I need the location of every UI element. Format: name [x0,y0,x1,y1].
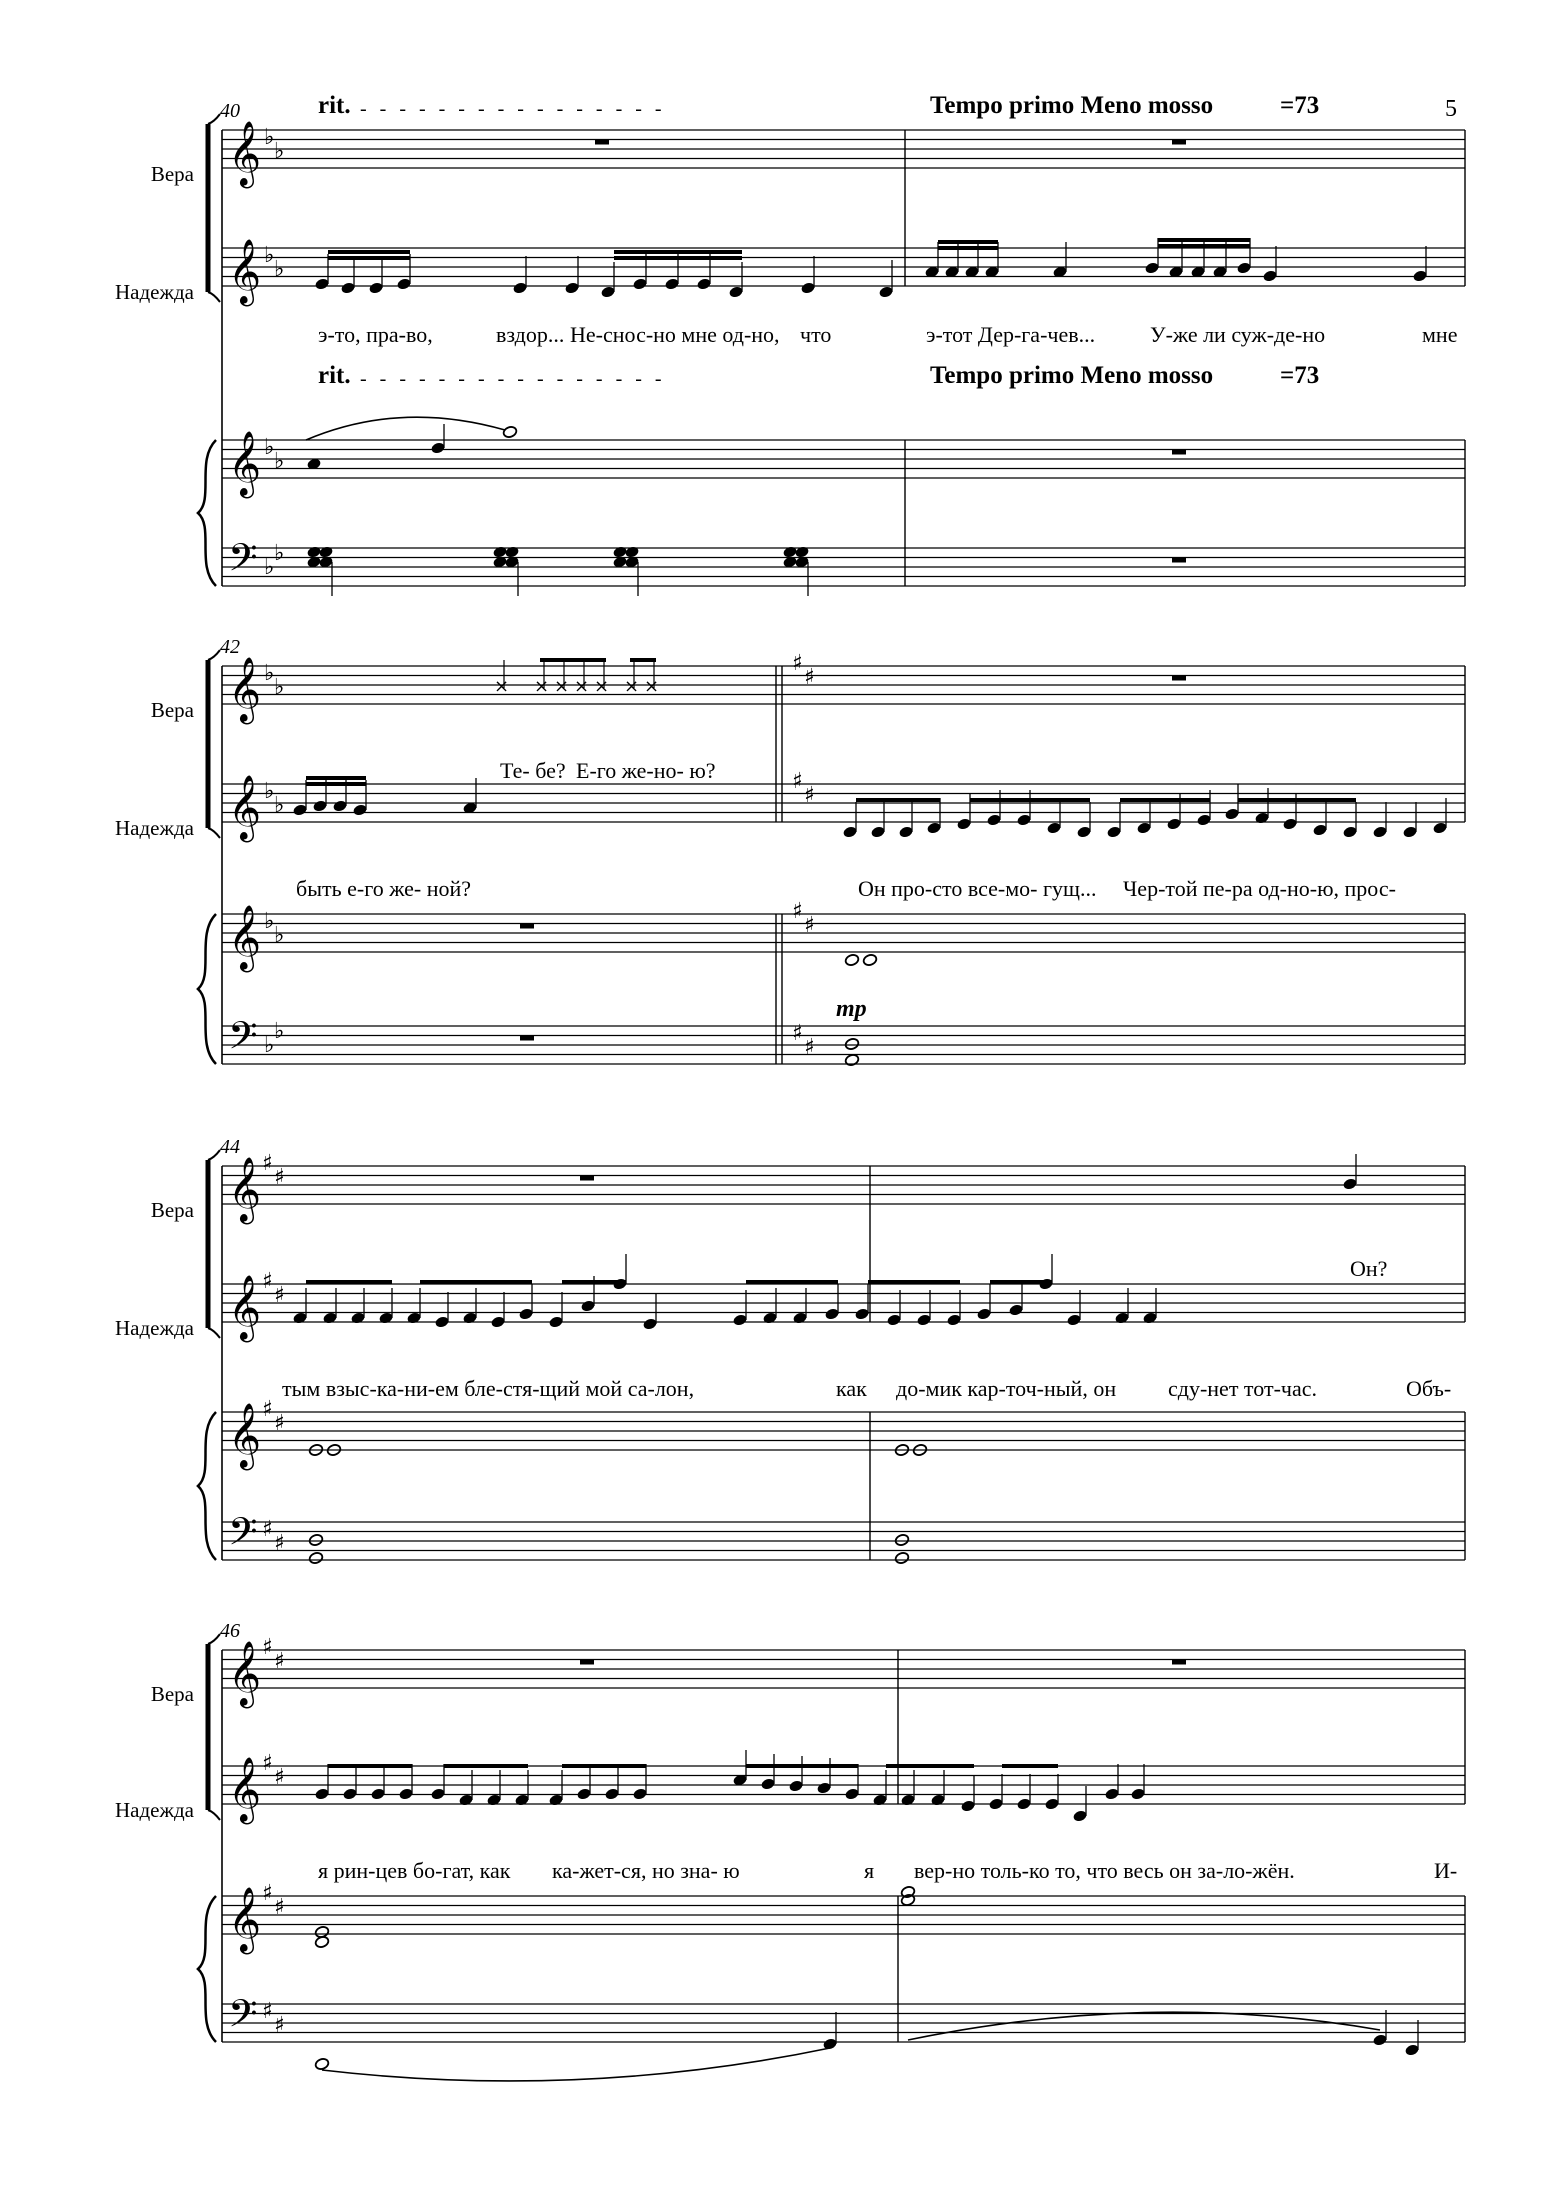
treble-clef: 𝄞 [228,1641,262,1706]
beam [306,782,366,786]
sharp-accidental: ♯ [274,1895,285,1920]
flat-accidental: ♭ [264,661,275,686]
notation [228,121,1448,2081]
half-note-head [308,1533,323,1546]
bracket [208,114,220,124]
beam [938,240,998,244]
beam [306,1280,392,1284]
instrument-label-nadezhda: Надежда [114,1316,194,1340]
lyric: вздор... [496,322,565,347]
half-note-head [314,1935,329,1948]
lyric: я [864,1858,875,1883]
sharp-accidental: ♯ [262,1881,273,1906]
rit-marking: rit. [318,92,351,119]
note-head [624,545,639,558]
sharp-accidental: ♯ [262,1151,273,1176]
beam [420,1280,532,1284]
brace [198,1896,216,2042]
tie [322,2048,830,2081]
measure-number-40: 40 [220,100,240,122]
lyric: тым взыс-ка-ни-ем бле-стя-щий мой са-лон, [282,1376,695,1401]
beam [614,250,742,254]
beam [630,658,656,662]
beam [328,250,410,254]
note-head [492,545,507,558]
note-head [794,545,809,558]
lyric: Те- бе? [500,758,566,783]
half-note-head [844,1053,859,1066]
whole-rest [1172,1660,1186,1665]
x-note-head: × [554,676,570,697]
whole-rest [595,140,609,145]
note-head [612,545,627,558]
rit-dashes: - - - - - - - - - - - - - - - - [360,98,666,120]
brace [198,914,216,1064]
lyric: Он? [1350,1256,1388,1281]
lyric: э-то, пра-во, [318,322,433,347]
treble-clef: 𝄞 [228,1275,262,1340]
treble-clef: 𝄞 [228,121,262,186]
staff-lines [198,114,1465,2042]
instrument-label-nadezhda: Надежда [114,816,194,840]
measure-number-44: 44 [220,1136,240,1158]
rit-dashes-piano: - - - - - - - - - - - - - - - - [360,368,666,390]
sharp-accidental: ♯ [262,1397,273,1422]
sharp-accidental: ♯ [274,1531,285,1556]
instrument-label-vera: Вера [150,1682,194,1706]
lyric: Он про-сто все-мо- гущ... [858,876,1097,901]
note-head [306,545,321,558]
flat-accidental: ♭ [264,125,275,150]
whole-rest [1172,676,1186,681]
sharp-accidental: ♯ [804,665,815,690]
lyric: И- [1434,1858,1458,1883]
lyric: я рин-цев бо-гат, как [318,1858,511,1883]
lyric: мне [1422,322,1458,347]
flat-accidental: ♭ [274,139,285,164]
beam [1120,798,1210,802]
flat-accidental: ♭ [274,257,285,282]
sharp-accidental: ♯ [804,783,815,808]
measure-number-46: 46 [220,1620,240,1642]
tempo-value-piano: =73 [1280,362,1320,389]
beam [306,776,366,780]
whole-rest [580,1660,594,1665]
flat-accidental: ♭ [274,675,285,700]
beam [540,658,606,662]
flat-accidental: ♭ [264,243,275,268]
flat-accidental: ♭ [274,793,285,818]
half-note-head [502,425,517,438]
brace [198,1412,216,1560]
instrument-label-nadezhda: Надежда [114,280,194,304]
bracket [208,292,220,302]
lyric: э-тот Дер-га-чев... [926,322,1096,347]
sharp-accidental: ♯ [804,1035,815,1060]
sharp-accidental: ♯ [792,899,803,924]
bracket [208,1150,220,1160]
beam [1158,238,1250,242]
lyric: ка-жет-ся, но зна- ю [552,1858,740,1883]
beam [562,1764,646,1768]
bracket [208,1634,220,1644]
bass-clef: 𝄢 [228,1013,258,1067]
lyric: как [836,1376,867,1401]
treble-clef: 𝄞 [228,1887,262,1952]
half-note-head [308,1551,323,1564]
sharp-accidental: ♯ [274,1765,285,1790]
treble-clef: 𝄞 [228,1157,262,1222]
half-note-head [894,1533,909,1546]
beam [856,798,940,802]
sharp-accidental: ♯ [274,1165,285,1190]
bass-clef: 𝄢 [228,1509,258,1563]
instrument-label-vera: Вера [150,162,194,186]
beam [1002,1764,1058,1768]
half-note-head [862,953,877,966]
note-head [782,545,797,558]
lyric: быть е-го же- ной? [296,876,472,901]
lyric: вер-но толь-ко то, что весь он за-ло-жён. [914,1858,1295,1883]
treble-clef: 𝄞 [228,657,262,722]
beam [444,1764,528,1768]
lyric: У-же ли суж-де-но [1150,322,1326,347]
whole-rest [520,1036,534,1041]
beam [1238,798,1356,802]
x-note-head: × [624,676,640,697]
measure-number-42: 42 [220,636,240,658]
flat-accidental: ♭ [264,909,275,934]
rit-marking-piano: rit. [318,362,351,389]
slur [306,417,505,440]
x-note-head: × [574,676,590,697]
instrument-label-vera: Вера [150,1198,194,1222]
bracket [208,650,220,660]
tempo-marking: Tempo primo Meno mosso [930,92,1214,119]
beam [562,1280,626,1284]
lyric: Объ- [1406,1376,1452,1401]
tempo-value: =73 [1280,92,1320,119]
flat-accidental: ♭ [274,1019,285,1044]
beam [886,1764,974,1768]
x-note-head: × [494,676,510,697]
treble-clef: 𝄞 [228,239,262,304]
tempo-marking-piano: Tempo primo Meno mosso [930,362,1214,389]
half-note-head [894,1551,909,1564]
flat-accidental: ♭ [274,923,285,948]
sharp-accidental: ♯ [792,651,803,676]
page-number: 5 [1445,96,1457,122]
sharp-accidental: ♯ [262,1269,273,1294]
treble-clef: 𝄞 [228,431,262,496]
sharp-accidental: ♯ [274,1649,285,1674]
lyric: Е-го же-но- ю? [576,758,716,783]
flat-accidental: ♭ [274,449,285,474]
flat-accidental: ♭ [264,779,275,804]
half-note-head [844,1037,859,1050]
beam [328,1764,412,1768]
half-note-head [314,2057,329,2070]
bass-clef: 𝄢 [228,1991,258,2045]
sharp-accidental: ♯ [262,1751,273,1776]
sharp-accidental: ♯ [792,769,803,794]
instrument-label-nadezhda: Надежда [114,1798,194,1822]
sharp-accidental: ♯ [274,2013,285,2038]
bass-clef: 𝄢 [228,535,258,589]
whole-rest [1172,450,1186,455]
beam [868,1280,960,1284]
beam [970,798,1090,802]
instrument-label-vera: Вера [150,698,194,722]
whole-rest [1172,558,1186,563]
sharp-accidental: ♯ [262,1517,273,1542]
sharp-accidental: ♯ [262,1635,273,1660]
treble-clef: 𝄞 [228,1757,262,1822]
lyric: сду-нет тот-час. [1168,1376,1318,1401]
lyric: Не-снос-но мне од-но, [570,322,780,347]
sharp-accidental: ♯ [274,1283,285,1308]
whole-rest [580,1176,594,1181]
half-note-head [844,953,859,966]
whole-rest [1172,140,1186,145]
bracket [208,1328,220,1338]
bracket [208,828,220,838]
lyric: Чер-той пе-ра од-но-ю, прос- [1123,876,1396,901]
tie [908,2012,1380,2040]
lyric: что [800,322,832,347]
beam [746,1280,838,1284]
sharp-accidental: ♯ [274,1411,285,1436]
sharp-accidental: ♯ [804,913,815,938]
beam [614,256,742,260]
sharp-accidental: ♯ [262,1999,273,2024]
flat-accidental: ♭ [264,435,275,460]
whole-rest [520,924,534,929]
brace [198,440,216,586]
note-head [504,545,519,558]
beam [1158,244,1250,248]
treble-clef: 𝄞 [228,1403,262,1468]
flat-accidental: ♭ [264,1033,275,1058]
beam [328,256,410,260]
x-note-head: × [534,676,550,697]
x-note-head: × [644,676,660,697]
flat-accidental: ♭ [264,555,275,580]
treble-clef: 𝄞 [228,775,262,840]
bracket [208,1810,220,1820]
beam [990,1280,1052,1284]
beam [938,246,998,250]
dynamic-marking: mp [836,996,867,1022]
treble-clef: 𝄞 [228,905,262,970]
note-head [318,545,333,558]
beam [746,1764,858,1768]
lyric: до-мик кар-точ-ный, он [896,1376,1117,1401]
flat-accidental: ♭ [274,541,285,566]
sharp-accidental: ♯ [792,1021,803,1046]
x-note-head: × [594,676,610,697]
